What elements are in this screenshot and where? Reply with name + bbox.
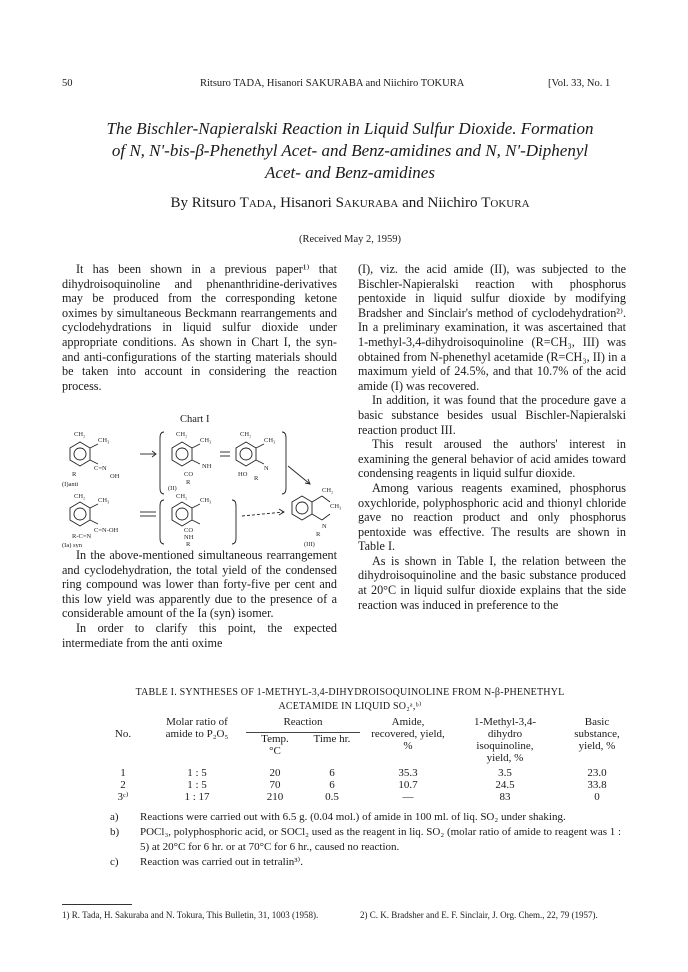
running-header: Ritsuro TADA, Hisanori SAKURABA and Niichiro TOKURA: [200, 78, 465, 89]
table-note: [110, 855, 630, 870]
compound-label-i: (I)anti: [62, 481, 79, 488]
chem-label: CH₃: [200, 437, 212, 444]
chem-label: CH₃: [264, 437, 276, 444]
chem-label: NH: [202, 463, 212, 470]
chem-label: CH₃: [200, 497, 212, 504]
table-cell: 1 : 17: [184, 791, 210, 803]
chem-label: CH₃: [330, 503, 342, 510]
chem-label: R: [186, 541, 191, 548]
compound-label-ii: (II): [168, 485, 177, 492]
chem-label: R: [316, 531, 321, 538]
chem-label: CH₃: [98, 437, 110, 444]
table-row: [98, 764, 640, 779]
table-header: 1-Methyl-3,4-dihydro isoquinoline, yield, %: [473, 716, 536, 764]
chem-label: CH₂: [240, 431, 252, 438]
table-cell: 0.5: [325, 791, 339, 803]
chem-label: CH₂: [74, 431, 86, 438]
chem-label: CH₂: [322, 487, 334, 494]
table-cell: —: [402, 791, 414, 803]
paragraph: In addition, it was found that the procedure gave a basic substance besides usual Bischler-Napieralski reaction product III.: [358, 393, 626, 437]
author-family: Tokura: [481, 195, 530, 211]
chem-label: N: [322, 523, 327, 530]
table-cell: 83: [499, 791, 511, 803]
table-cell: 70: [269, 779, 281, 791]
footnote-1: 1) R. Tada, H. Sakuraba and N. Tokura, This Bulletin, 31, 1003 (1958).: [62, 910, 319, 920]
chart-i-diagram: [60, 426, 345, 548]
author-sep: , Hisanori: [272, 195, 336, 211]
chart-caption: Chart I: [180, 414, 210, 425]
journal-reference: [Vol. 33, No. 1: [548, 78, 611, 89]
table-cell: 10.7: [398, 779, 418, 791]
table-cell: 35.3: [398, 767, 418, 779]
table-cell: 6: [329, 767, 335, 779]
table-cell: 1: [120, 767, 126, 779]
chem-label: CH₂: [74, 493, 86, 500]
table-header: Time hr.: [313, 732, 351, 745]
right-column: [358, 262, 626, 612]
chem-label: CH₂: [176, 493, 188, 500]
title-line: of N, N'-bis-β-Phenethyl Acet- and Benz-amidines and N, N'-Diphenyl: [111, 141, 589, 160]
table-cell: 24.5: [495, 779, 515, 791]
chem-label: R-C=N: [72, 533, 92, 540]
paragraph: (I), viz. the acid amide (II), was subjected to the Bischler-Napieralski reaction with phosphorus pentoxide in liquid sulfur dioxide by modifying Bradsher and Sinclair's method of cyclodehydration²⁾. In a preliminary examination, it was ascertained that 1-methyl-3,4-dihydroisoquinoline (R=CH₃, III) was obtained from N-phenethyl acetamide (R=CH₃, II) in a maximum yield of 24.5%, and that 10.7% of the acid amide (I) was recovered.: [358, 262, 626, 393]
author-line: [80, 195, 620, 212]
compound-label-ia: (Ia) syn: [62, 542, 83, 548]
table-cell: 3ᶜ⁾: [117, 791, 129, 803]
table-header: Temp. °C: [261, 732, 289, 757]
chem-label: NH: [184, 534, 194, 541]
paragraph: In the above-mentioned simultaneous rearrangement and cyclodehydration, the total yield of the condensed ring compound was lower than forty-five per cent and this low yield was apparently due to the presence of a considerable amount of the Ia (syn) isomer.: [62, 548, 337, 621]
chem-label: OH: [110, 473, 120, 480]
paragraph: In order to clarify this point, the expected intermediate from the anti oxime: [62, 620, 337, 650]
chem-label: C=N-OH: [94, 527, 119, 534]
chem-label: CO: [184, 471, 194, 478]
paragraph: Among various reagents examined, phosphorus oxychloride, polyphosphoric acid and thionyl chloride gave no reaction product and only phosphorus pentoxide was effective. The results are shown in Table I.: [358, 480, 626, 554]
table-caption: [60, 686, 640, 714]
compound-label-iii: (III): [304, 541, 315, 548]
table-row: [98, 779, 640, 791]
chem-label: N: [264, 465, 269, 472]
chem-label: CH₃: [98, 497, 110, 504]
table-caption-line: TABLE I. SYNTHESES OF 1-METHYL-3,4-DIHYDROISOQUINOLINE FROM N-β-PHENETHYL: [135, 687, 565, 698]
table-cell: 1 : 5: [187, 767, 207, 779]
table-cell: 1 : 5: [187, 779, 207, 791]
table-header: Amide, recovered, yield, %: [371, 716, 445, 752]
note-text: Reaction was carried out in tetralin³⁾.: [140, 856, 303, 868]
table-i: [98, 716, 640, 803]
chem-label: HO: [238, 471, 248, 478]
note-text: Reactions were carried out with 6.5 g. (0.04 mol.) of amide in 100 ml. of liq. SO₂ under shaking.: [140, 811, 566, 823]
paragraph: As is shown in Table I, the relation between the dihydroisoquinoline and the basic substance produced at 20°C in liquid sulfur dioxide explains that the side reaction was induced in preference to the: [358, 553, 626, 612]
received-date: (Received May 2, 1959): [298, 234, 402, 245]
table-note: [110, 825, 630, 855]
table-caption-line: ACETAMIDE IN LIQUID SO₂ᵃ,ᵇ⁾: [278, 701, 422, 712]
footnote-rule: [62, 904, 132, 905]
note-key: b): [110, 826, 120, 838]
page-number: 50: [62, 78, 73, 89]
author-given: By Ritsuro: [170, 195, 240, 211]
paragraph: This result aroused the authors' interest in examining the general behavior of acid amides toward condensing reagents in liquid sulfur dioxide.: [358, 437, 626, 481]
title-line: Acet- and Benz-amidines: [265, 163, 435, 182]
table-cell: 20: [269, 767, 281, 779]
author-family: Tada: [239, 195, 273, 211]
table-header: Molar ratio of amide to P₂O₅: [165, 716, 229, 740]
author-family: Sakuraba: [335, 195, 399, 211]
chem-label: C=N: [94, 465, 107, 472]
title-line: The Bischler-Napieralski Reaction in Liquid Sulfur Dioxide. Formation: [106, 119, 594, 138]
table-cell: 210: [266, 791, 284, 803]
left-column-top: [62, 262, 337, 393]
table-header: No.: [114, 728, 132, 740]
table-header: Basic substance, yield, %: [574, 716, 620, 752]
chem-label: R: [186, 479, 191, 486]
table-cell: 23.0: [587, 767, 607, 779]
note-text: POCl₃, polyphosphoric acid, or SOCl₂ used as the reagent in liq. SO₂ (molar ratio of amide to reagent was 1 : 5) at 20°C for 6 hr. or at 70°C for 6 hr., caused no reaction.: [140, 826, 622, 853]
note-key: a): [110, 811, 119, 823]
table-note: [110, 810, 630, 825]
article-title: [80, 118, 620, 184]
left-column-bottom: [62, 548, 337, 650]
note-key: c): [110, 856, 119, 868]
chem-label: R: [254, 475, 259, 482]
table-cell: 0: [594, 791, 600, 803]
table-notes: [110, 810, 630, 870]
table-cell: 6: [329, 779, 335, 791]
chem-label: R: [72, 471, 77, 478]
table-cell: 3.5: [498, 767, 512, 779]
author-sep: and Niichiro: [398, 195, 482, 211]
table-header: Reaction: [246, 716, 360, 732]
table-cell: 2: [120, 779, 126, 791]
chem-label: CO: [184, 527, 194, 534]
paragraph: It has been shown in a previous paper¹⁾ that dihydroisoquinoline and phenanthridine-derivatives may be produced from the corresponding ketone oximes by simultaneous Beckmann rearrangements and cyclodehydrations in liquid sulfur dioxide under appropriate conditions. As shown in Chart I, the syn- and anti-configurations of the starting materials should be taken into account in considering the reaction process.: [62, 262, 337, 393]
footnote-2: 2) C. K. Bradsher and E. F. Sinclair, J. Org. Chem., 22, 79 (1957).: [360, 910, 598, 920]
table-row: [98, 791, 640, 803]
chem-label: CH₂: [176, 431, 188, 438]
table-cell: 33.8: [587, 779, 607, 791]
benzene-ring: [70, 442, 90, 466]
